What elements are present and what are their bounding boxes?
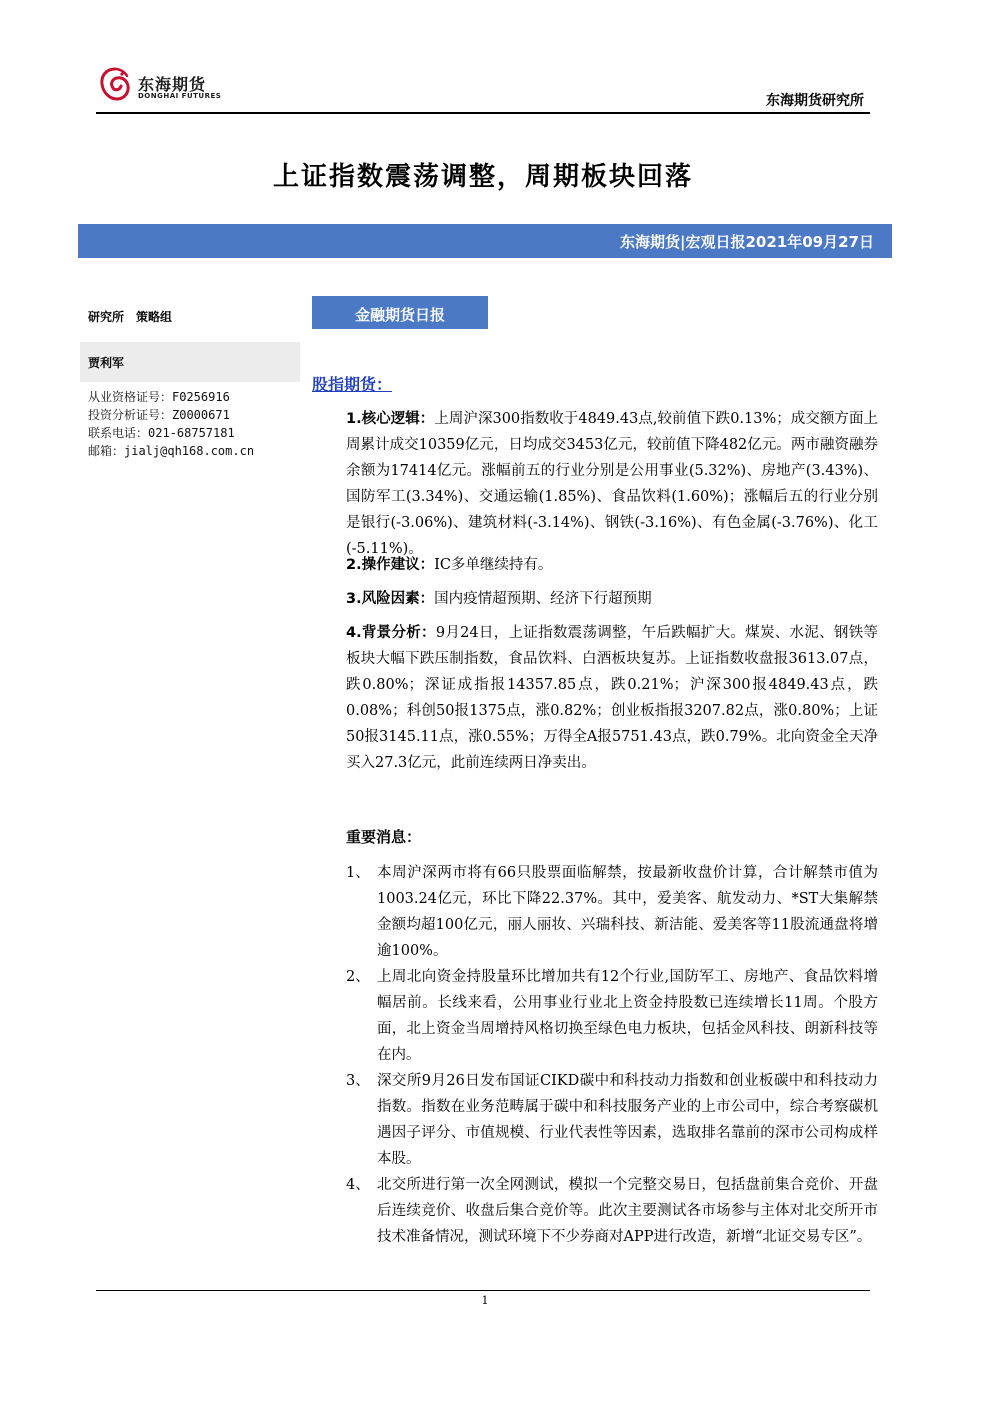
news-item bbox=[346, 860, 878, 964]
paragraph-label: 3.风险因素： bbox=[346, 591, 435, 607]
news-number: 3、 bbox=[346, 1073, 370, 1089]
news-item bbox=[346, 1172, 878, 1250]
news-number: 1、 bbox=[346, 865, 370, 881]
news-text: 本周沪深两市将有66只股票面临解禁，按最新收盘价计算，合计解禁市值为1003.24亿元，环比下降22.37%。其中，爱美客、航发动力、*ST大集解禁金额均超100亿元，丽人丽妆、兴瑞科技、新洁能、爱美客等11股流通盘将增逾100%。 bbox=[377, 865, 878, 959]
analyst-number: 投资分析证号：Z0000671 bbox=[88, 408, 230, 422]
logo-chinese-name: 东海期货 bbox=[138, 75, 207, 94]
background-paragraph bbox=[346, 620, 878, 776]
paragraph-label: 1.核心逻辑： bbox=[346, 411, 435, 427]
section-heading: 股指期货： bbox=[312, 375, 393, 394]
paragraph-label: 4.背景分析： bbox=[346, 625, 436, 641]
news-item bbox=[346, 964, 878, 1068]
news-text: 北交所进行第一次全网测试，模拟一个完整交易日，包括盘前集合竞价、开盘后连续竞价、收盘后集合竞价等。此次主要测试各市场参与主体对北交所开市技术准备情况，测试环境下不少券商对APP进行改造，新增“北证交易专区”。 bbox=[377, 1177, 878, 1245]
news-text: 上周北向资金持股量环比增加共有12个行业,国防军工、房地产、食品饮料增幅居前。长线来看，公用事业行业北上资金持股数已连续增长11周。个股方面，北上资金当周增持风格切换至绿色电力板块，包括金风科技、朗新科技等在内。 bbox=[377, 969, 878, 1063]
news-item bbox=[346, 1068, 878, 1172]
core-logic-paragraph bbox=[346, 406, 878, 562]
header-institute: 东海期货研究所 bbox=[766, 93, 864, 109]
author-box bbox=[80, 342, 300, 382]
author-name: 贾利军 bbox=[88, 356, 125, 370]
dragon-logo-icon bbox=[98, 66, 132, 102]
news-heading: 重要消息： bbox=[346, 828, 422, 846]
paragraph-text: 上周沪深300指数收于4849.43点,较前值下跌0.13%；成交额方面上周累计成交10359亿元，日均成交3453亿元，较前值下降482亿元。两市融资融券余额为17414亿元。涨幅前五的行业分别是公用事业(5.32%)、房地产(3.43%)、国防军工(3.34%)、交通运输(1.85%)、食品饮料(1.60%)；涨幅后五的行业分别是银行(-3.06%)、建筑材料(-3.14%)、钢铁(-3.16%)、有色金属(-3.76%)、化工(-5.11%)。 bbox=[346, 411, 878, 557]
phone-number: 联系电话：021-68757181 bbox=[88, 426, 235, 440]
company-logo bbox=[98, 66, 238, 106]
report-type-label: 金融期货日报 bbox=[354, 306, 445, 324]
banner-text: 东海期货|宏观日报2021年09月27日 bbox=[620, 233, 874, 251]
header-divider bbox=[96, 112, 870, 114]
paragraph-label: 2.操作建议： bbox=[346, 557, 435, 573]
report-type-tag bbox=[312, 296, 488, 329]
department-label: 研究所 策略组 bbox=[88, 310, 173, 324]
paragraph-text: 9月24日，上证指数震荡调整，午后跌幅扩大。煤炭、水泥、钢铁等板块大幅下跌压制指数，食品饮料、白酒板块复苏。上证指数收盘报3613.07点，跌0.80%；深证成指报14357.85点，跌0.21%；沪深300报4849.43点，跌0.08%；科创50报1375点，涨0.82%；创业板指报3207.82点，涨0.80%；上证50报3145.11点，涨0.55%；万得全A报5751.43点，跌0.79%。北向资金全天净买入27.3亿元，此前连续两日净卖出。 bbox=[346, 625, 878, 771]
news-number: 4、 bbox=[346, 1177, 370, 1193]
news-text: 深交所9月26日发布国证CIKD碳中和科技动力指数和创业板碳中和科技动力指数。指数在业务范畴属于碳中和科技服务产业的上市公司中，综合考察碳机遇因子评分、市值规模、行业代表性等因素，选取排名靠前的深市公司构成样本股。 bbox=[377, 1073, 878, 1167]
news-number: 2、 bbox=[346, 969, 370, 985]
advice-paragraph bbox=[346, 552, 878, 578]
footer-divider bbox=[96, 1290, 870, 1291]
page-number: 1 bbox=[481, 1294, 489, 1307]
qualification-number: 从业资格证号：F0256916 bbox=[88, 390, 230, 404]
email-address: 邮箱：jialj@qh168.com.cn bbox=[88, 444, 255, 458]
risk-paragraph bbox=[346, 586, 878, 612]
paragraph-text: IC多单继续持有。 bbox=[434, 557, 553, 573]
report-title: 上证指数震荡调整，周期板块回落 bbox=[272, 162, 693, 192]
paragraph-text: 国内疫情超预期、经济下行超预期 bbox=[434, 591, 652, 607]
report-banner bbox=[78, 224, 892, 258]
logo-english-name: DONGHAI FUTURES bbox=[138, 92, 222, 100]
